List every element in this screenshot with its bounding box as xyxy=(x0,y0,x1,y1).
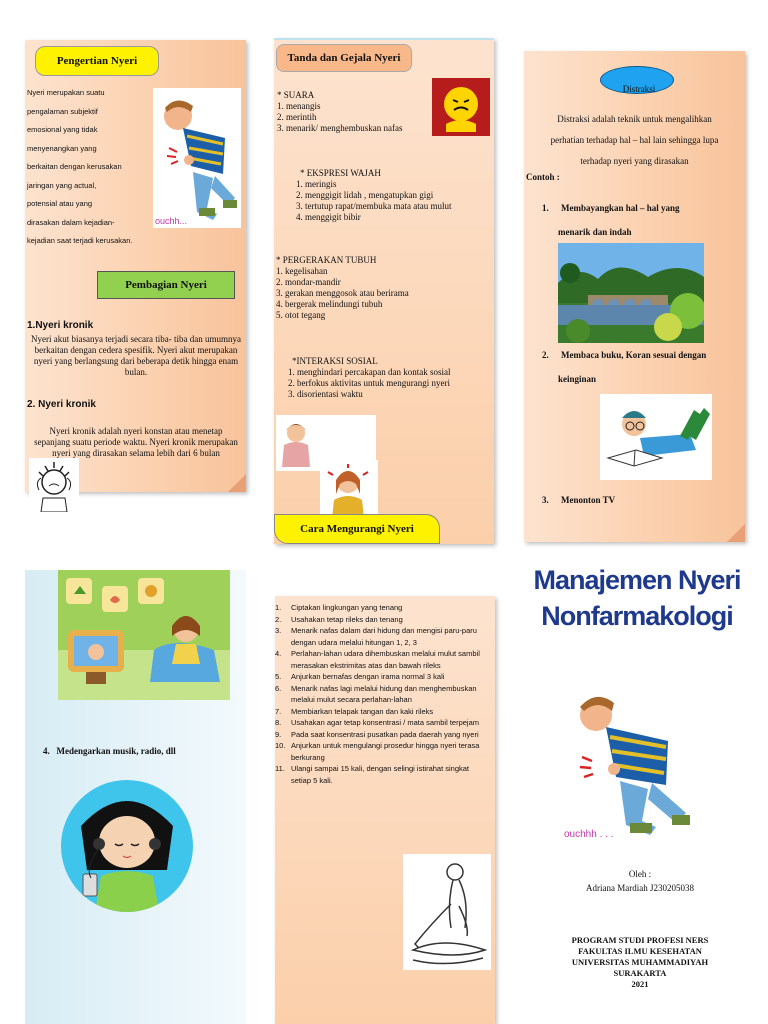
item-text: Membayangkan hal – hal yang xyxy=(561,203,680,213)
item-number: 2. xyxy=(542,350,549,360)
music-girl xyxy=(61,780,193,912)
page-curl xyxy=(228,474,246,492)
definition-line: kejadian saat terjadi kerusakan. xyxy=(27,236,133,245)
gerak-item: 2. mondar-mandir xyxy=(276,277,341,287)
ouch-label-cover: ouchhh . . . xyxy=(564,829,614,840)
panel-tanda-gejala xyxy=(274,38,494,544)
step-item: 10. Anjurkan untuk mengulangi prosedur hingga nyeri terasa berkurang xyxy=(275,741,480,762)
reading-boy xyxy=(600,394,712,480)
panel-cover xyxy=(522,565,758,1024)
tv-kids-scene xyxy=(58,570,230,700)
type1-text: Nyeri akut biasanya terjadi secara tiba- tiba dan umumnya berkaitan dengan cedera spesifik. Nyeri akut merupakan nyeri yang berlangsung dari beberapa detik hingga enam bulan. xyxy=(31,334,241,377)
cara-header-text: Cara Mengurangi Nyeri xyxy=(300,523,414,535)
tanda-header-text: Tanda dan Gejala Nyeri xyxy=(287,52,401,64)
gerak-item: 1. kegelisahan xyxy=(276,266,328,276)
sosial-item: 1. menghindari percakapan dan kontak sosial xyxy=(288,367,451,377)
wajah-item: 4. menggigit bibir xyxy=(296,212,361,222)
sosial-item: 2. berfokus aktivitas untuk mengurangi nyeri xyxy=(288,378,450,388)
contoh-item-2 xyxy=(542,343,745,391)
step-item: 5. Anjurkan bernafas dengan irama normal 3 kali xyxy=(275,672,445,681)
item-text: Menonton TV xyxy=(561,495,616,505)
meditation-man xyxy=(403,854,491,970)
ouch-label: ouchh... xyxy=(155,216,188,226)
step-item: 11. Ulangi sampai 15 kali, dengan selingi istirahat singkat setiap 5 kali. xyxy=(275,764,470,785)
item-number: 3. xyxy=(542,495,549,505)
definition-line: jaringan yang actual, xyxy=(27,180,97,190)
pembagian-header xyxy=(97,271,235,299)
contoh-item-1 xyxy=(542,196,742,244)
pain-boy-illustration xyxy=(153,88,241,228)
page-curl xyxy=(727,524,745,542)
program-line: UNIVERSITAS MUHAMMADIYAH xyxy=(571,957,709,967)
item-text-cont: menarik dan indah xyxy=(558,227,632,237)
suara-item: 1. menangis xyxy=(277,101,321,111)
panel-musik xyxy=(25,570,246,1024)
intro-line: terhadap nyeri yang dirasakan xyxy=(580,156,689,166)
pembagian-header-text: Pembagian Nyeri xyxy=(125,279,207,291)
sosial-list xyxy=(288,356,450,400)
contoh-item-3 xyxy=(542,495,615,505)
step-item: 2. Usahakan tetap rileks dan tenang xyxy=(275,614,403,624)
step-item: 1. Ciptakan lingkungan yang tenang xyxy=(275,603,403,612)
sosial-item: 3. disorientasi waktu xyxy=(288,389,363,399)
landscape-photo xyxy=(558,243,704,343)
pain-boy-illustration-cover xyxy=(556,685,702,845)
distraksi-header: Distraksi xyxy=(622,84,656,94)
wajah-title: * EKSPRESI WAJAH xyxy=(300,168,381,178)
step-item: 7. Membiarkan telapak tangan dan kaki rileks xyxy=(275,706,434,716)
suara-item: 3. menarik/ menghembuskan nafas xyxy=(277,123,403,133)
intro-line: perhatian terhadap hal – hal lain sehingga lupa xyxy=(550,135,719,145)
contoh-label: Contoh : xyxy=(526,172,560,182)
item-text-cont: keinginan xyxy=(558,374,597,384)
wajah-item: 3. tertutup rapat/membuka mata atau mulut xyxy=(296,201,452,211)
step-item: 9. Pada saat konsentrasi pusatkan pada daerah yang nyeri xyxy=(275,729,479,739)
gerak-title: * PERGERAKAN TUBUH xyxy=(276,255,377,265)
gerak-item: 4. bergerak melindungi tubuh xyxy=(276,299,383,309)
wajah-list xyxy=(296,168,451,223)
gerak-list xyxy=(276,255,409,321)
definition-line: berkaitan dengan kerusakan xyxy=(27,162,122,171)
cover-title-line1: Manajemen Nyeri xyxy=(533,565,741,595)
item-number: 1. xyxy=(542,203,549,213)
definition-line: menyenangkan yang xyxy=(27,143,97,153)
definition-line: pengalaman subjektif xyxy=(27,106,98,116)
panel-pengertian xyxy=(25,40,246,492)
definition-line: dirasakan dalam kejadian- xyxy=(27,217,115,227)
panel-distraksi xyxy=(524,51,745,542)
definition-line: emosional yang tidak xyxy=(27,125,98,134)
program-line: PROGRAM STUDI PROFESI NERS xyxy=(571,935,709,945)
suara-title: * SUARA xyxy=(277,90,315,100)
definition-line: Nyeri merupakan suatu xyxy=(27,88,105,97)
intro-line: Distraksi adalah teknik untuk mengalihkan xyxy=(557,114,712,124)
program-line: 2021 xyxy=(631,979,649,989)
author-name: Adriana Mardiah J230205038 xyxy=(586,883,694,893)
oleh-label: Oleh : xyxy=(628,869,652,879)
item-text: Membaca buku, Koran sesuai dengan xyxy=(561,350,707,360)
headache-girl xyxy=(320,460,378,518)
gerak-item: 3. gerakan menggosok atau berirama xyxy=(276,288,409,298)
step-item: 3. Menarik nafas dalam dari hidung dan mengisi paru-paru dengan udara melalui hitungan 1, 2, 3 xyxy=(275,626,477,647)
panel-relaksasi xyxy=(275,596,495,1024)
pengertian-header xyxy=(35,46,159,76)
type2-title: 2. Nyeri kronik xyxy=(27,399,96,410)
gerak-item: 5. otot tegang xyxy=(276,310,326,320)
definition-line: potensial atau yang xyxy=(27,199,93,208)
wajah-item: 1. meringis xyxy=(296,179,337,189)
distraksi-intro xyxy=(524,109,745,172)
cara-header xyxy=(274,514,440,544)
type2-text: Nyeri kronik adalah nyeri konstan atau menetap sepanjang suatu periode waktu. Nyeri kronik merupakan nyeri yang dirasakan selama lebih dari 6 bulan xyxy=(34,426,238,458)
suara-item: 2. merintih xyxy=(277,112,317,122)
relaksasi-steps xyxy=(275,602,489,786)
pengertian-header-text: Pengertian Nyeri xyxy=(56,55,138,67)
suara-list xyxy=(277,90,402,134)
step-item: 4. Perlahan-lahan udara dihembuskan melalui mulut sambil merasakan ekstrimitas atas dan bawah rileks xyxy=(275,649,480,670)
pain-emoji xyxy=(432,78,490,136)
program-line: SURAKARTA xyxy=(613,968,667,978)
type1-title: 1.Nyeri kronik xyxy=(27,320,94,331)
program-line: FAKULTAS ILMU KESEHATAN xyxy=(578,946,702,956)
musik-item: 4. Medengarkan musik, radio, dll xyxy=(43,746,176,756)
cover-title-line2: Nonfarmakologi xyxy=(541,601,733,631)
headache-man-illustration xyxy=(29,458,79,512)
step-item: 6. Menarik nafas lagi melalui hidung dan menghembuskan melalui mulut secara perlahan-lahan xyxy=(275,683,477,704)
tanda-header xyxy=(276,44,412,72)
step-item: 8. Usahakan agar tetap konsentrasi / mata sambil terpejam xyxy=(275,718,480,727)
wajah-item: 2. menggigit lidah , mengatupkan gigi xyxy=(296,190,434,200)
sosial-title: *INTERAKSI SOSIAL xyxy=(292,356,378,366)
program-info xyxy=(522,935,758,990)
